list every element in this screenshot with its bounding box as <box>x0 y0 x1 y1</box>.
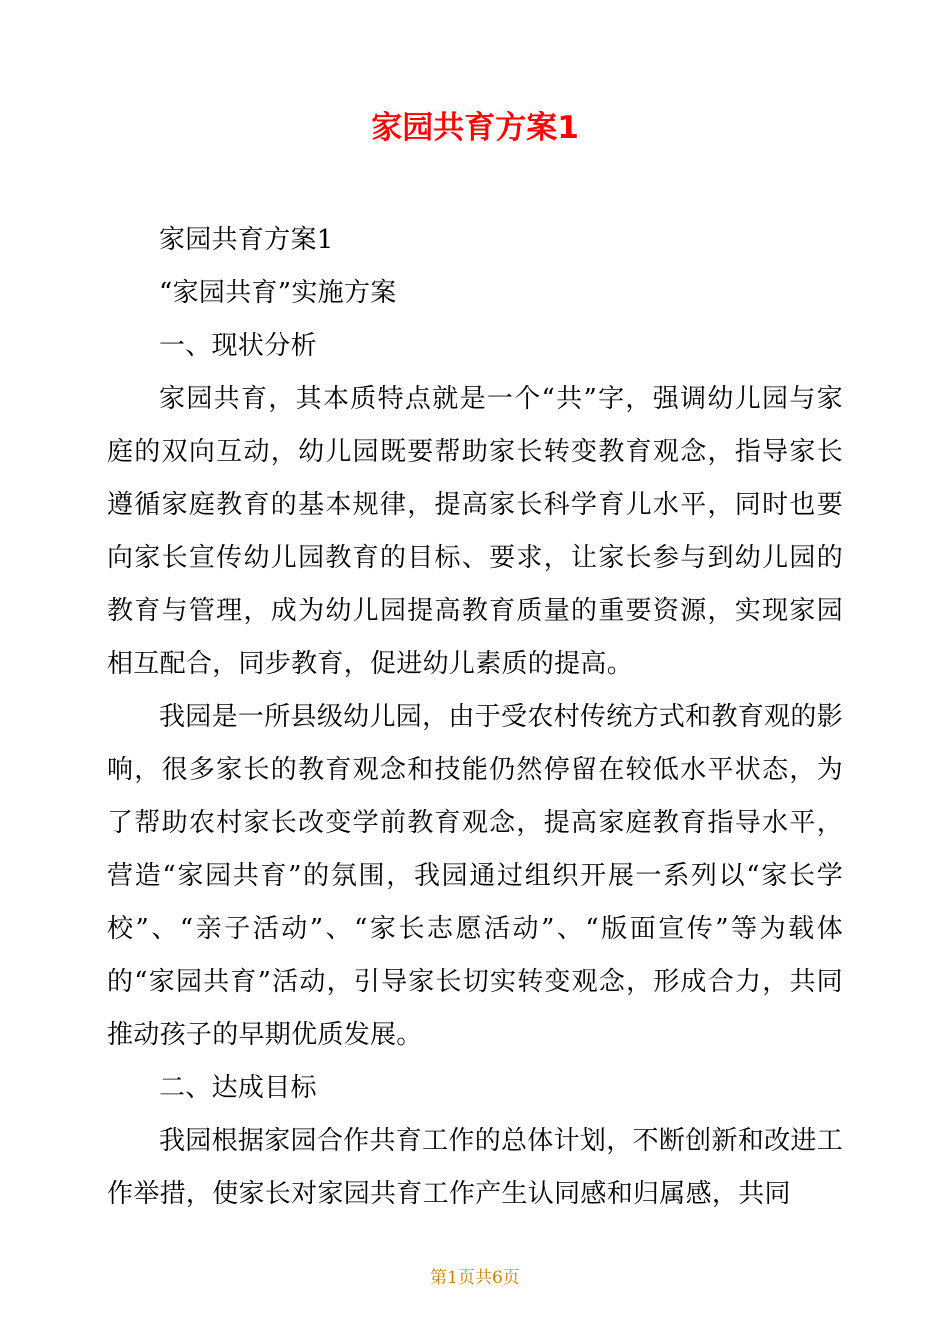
paragraph-body: 我园根据家园合作共育工作的总体计划，不断创新和改进工作举措，使家长对家园共育工作产生认同感和归属感，共同 <box>107 1126 843 1209</box>
document-body <box>107 214 843 1221</box>
paragraph-body: 家园共育，其本质特点就是一个“共”字，强调幼儿园与家庭的双向互动，幼儿园既要帮助家长转变教育观念，指导家长遵循家庭教育的基本规律，提高家长科学育儿水平，同时也要向家长宣传幼儿园教育的目标、要求，让家长参与到幼儿园的教育与管理，成为幼儿园提高教育质量的重要资源，实现家园相互配合，同步教育，促进幼儿素质的提高。 <box>107 384 843 679</box>
paragraph-plan-title: “家园共育”实施方案 <box>159 278 397 308</box>
paragraph-body: 我园是一所县级幼儿园，由于受农村传统方式和教育观的影响，很多家长的教育观念和技能仍然停留在较低水平状态，为了帮助农村家长改变学前教育观念，提高家庭教育指导水平，营造“家园共育”的氛围，我园通过组织开展一系列以“家长学校”、“亲子活动”、“家长志愿活动”、“版面宣传”等为载体的“家园共育”活动，引导家长切实转变观念，形成合力，共同推动孩子的早期优质发展。 <box>107 702 843 1050</box>
page-footer: 第1页共6页 <box>430 1268 520 1288</box>
document-title: 家园共育方案1 <box>371 110 579 146</box>
section-heading-status-analysis: 一、现状分析 <box>159 331 317 361</box>
section-heading-goals: 二、达成目标 <box>159 1073 317 1103</box>
paragraph-subtitle: 家园共育方案1 <box>159 225 334 255</box>
